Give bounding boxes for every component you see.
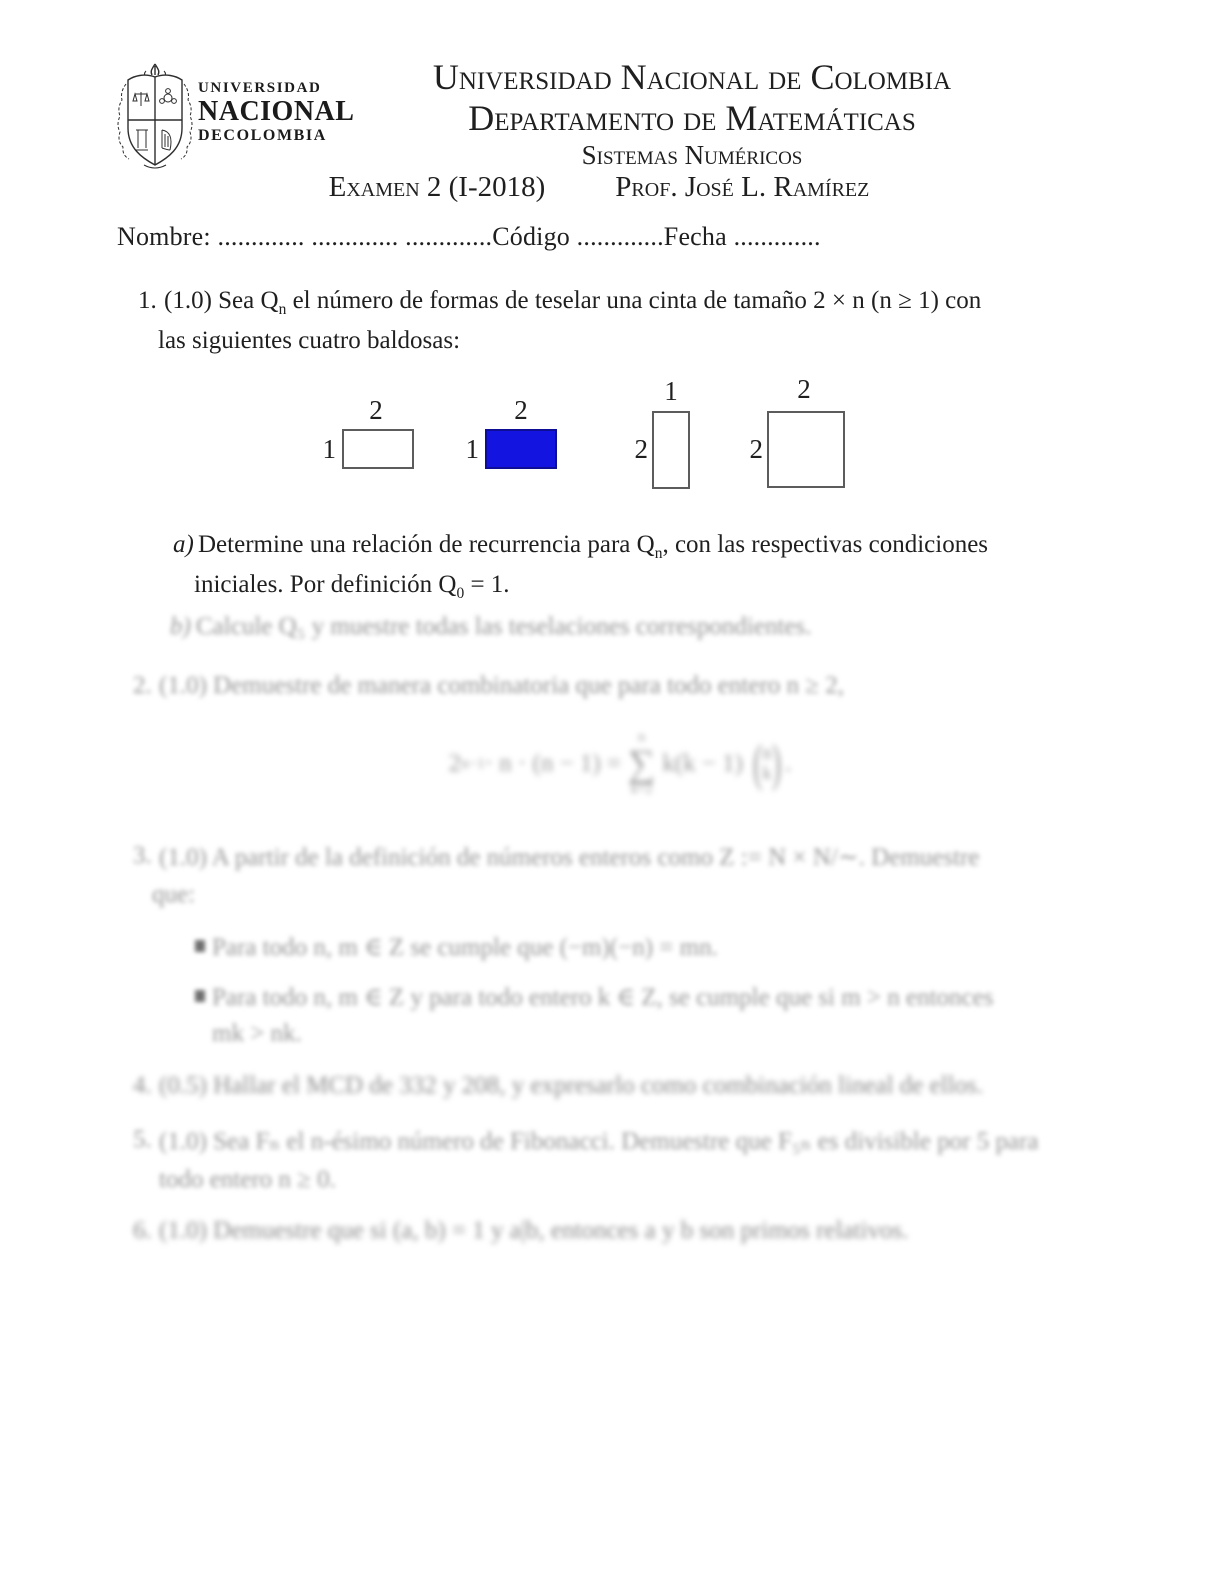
- tile2-left-label: 1: [465, 434, 479, 464]
- item-b-marker: b): [170, 613, 191, 640]
- problem2-number: 2.: [133, 672, 152, 699]
- tile-vertical-white: [652, 411, 690, 489]
- binom-bottom: k: [762, 762, 772, 784]
- name-code-date-line: Nombre: ............. ............. .............Código .............Fecha .............: [117, 222, 821, 251]
- problem3-line1: (1.0) A partir de la definición de números enteros como Z := N × N/∼. Demuestre: [159, 844, 980, 871]
- problem4-number: 4.: [133, 1072, 152, 1099]
- problem1-line2: las siguientes cuatro baldosas:: [158, 327, 461, 354]
- tile-horizontal-white: [342, 429, 414, 469]
- binomial-coefficient: [749, 734, 785, 792]
- binom-right-paren: ): [771, 734, 782, 792]
- item-a-line2-sub: 0: [456, 585, 465, 602]
- tile4-left-label: 2: [749, 434, 763, 464]
- item-b-text: Calcule Q₅ y muestre todas las teselaciones correspondientes.: [196, 613, 812, 640]
- problem1-line1-sub: n: [278, 301, 287, 318]
- binom-top: n: [762, 743, 772, 765]
- binom-left-paren: (: [752, 734, 763, 792]
- problem3-bullet1: Para todo n, m ∈ Z se cumple que (−m)(−n) = mn.: [212, 934, 718, 961]
- logo-text-universidad: UNIVERSIDAD: [198, 80, 322, 96]
- formula-period: .: [785, 750, 792, 777]
- tile2-top-label: 2: [514, 395, 528, 425]
- problem3-line2: que:: [152, 881, 196, 908]
- problem6-text: (1.0) Demuestre que si (a, b) = 1 y a|b, entonces a y b son primos relativos.: [159, 1217, 909, 1244]
- problem1-line1-pre: (1.0) Sea Q: [164, 287, 279, 314]
- problem3-number: 3.: [133, 842, 152, 869]
- problem5-line1: (1.0) Sea Fₙ el n-ésimo número de Fibonacci. Demuestre que F₅ₙ es divisible por 5 para: [159, 1128, 1039, 1155]
- formula-base: 2: [448, 750, 462, 777]
- header-university-title: Universidad Nacional de Colombia: [432, 57, 952, 97]
- sum-upper-limit: n: [638, 730, 646, 745]
- problem6-number: 6.: [133, 1217, 152, 1244]
- formula-term: k(k − 1): [662, 750, 743, 777]
- header-exam-row: [0, 171, 1198, 204]
- header-course-title: Sistemas Numéricos: [581, 140, 803, 170]
- problem1-number: 1.: [138, 287, 157, 314]
- exam-title: Examen 2 (I-2018): [328, 171, 546, 203]
- professor-name: Prof. José L. Ramírez: [615, 171, 870, 203]
- problem4-text: (0.5) Hallar el MCD de 332 y 208, y expresarlo como combinación lineal de ellos.: [159, 1072, 984, 1099]
- binom-stack: [762, 744, 772, 784]
- header-department-title: Departamento de Matemáticas: [468, 98, 916, 138]
- item-a-line2-pre: iniciales. Por definición Q: [194, 571, 457, 598]
- tile-horizontal-blue: [485, 429, 557, 469]
- problem3-bullet2-line1: Para todo n, m ∈ Z y para todo entero k ∈ Z, se cumple que si m > n entonces: [212, 984, 994, 1011]
- sum-lower-limit: k=2: [630, 782, 653, 797]
- summation-symbol: [628, 731, 655, 797]
- bullet-square-icon: [195, 990, 205, 1002]
- item-a-line1-sub: n: [654, 545, 663, 562]
- item-a-line2-post: = 1.: [464, 571, 510, 598]
- item-a-line1: [198, 531, 988, 563]
- formula-exponent: n−1: [461, 755, 485, 772]
- item-a-line1-post: , con las respectivas condiciones: [662, 531, 989, 558]
- problem3-bullet2-line2: mk > nk.: [212, 1020, 302, 1047]
- tile4-top-label: 2: [797, 374, 811, 404]
- problem5-line2: todo entero n ≥ 0.: [159, 1166, 336, 1193]
- item-a-marker: a): [173, 531, 194, 558]
- tile3-top-label: 1: [664, 376, 678, 406]
- formula-mid: · n · (n − 1) =: [484, 750, 622, 777]
- tile3-left-label: 2: [634, 434, 648, 464]
- item-a-line2: [194, 571, 510, 603]
- bullet-square-icon: [195, 940, 205, 952]
- tile1-top-label: 2: [369, 395, 383, 425]
- logo-text-nacional: NACIONAL: [198, 96, 355, 127]
- problem2-formula: [400, 731, 840, 797]
- tile-square-white: [767, 411, 845, 488]
- problem2-text: (1.0) Demuestre de manera combinatoria que para todo entero n ≥ 2,: [159, 672, 844, 699]
- logo-text-decolombia: DECOLOMBIA: [198, 127, 327, 145]
- problem5-number: 5.: [133, 1126, 152, 1153]
- problem1-line1-post: el número de formas de teselar una cinta de tamaño 2 × n (n ≥ 1) con: [286, 287, 982, 314]
- problem1-line1: [164, 287, 981, 319]
- tile1-left-label: 1: [322, 434, 336, 464]
- item-a-line1-pre: Determine una relación de recurrencia para Q: [198, 531, 655, 558]
- sigma-icon: ∑: [628, 743, 656, 785]
